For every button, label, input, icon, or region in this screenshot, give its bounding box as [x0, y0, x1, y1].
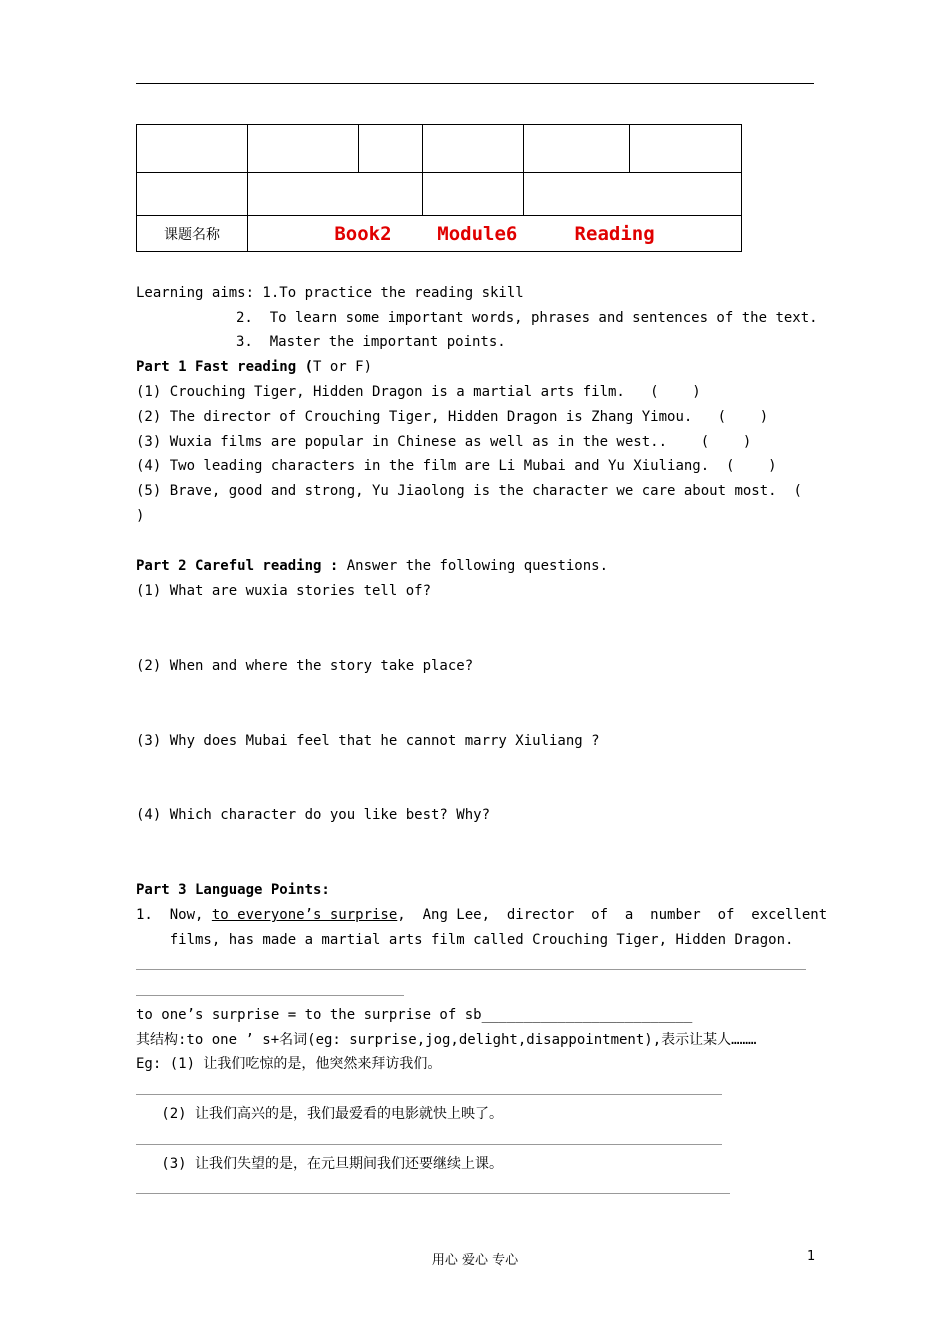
page-number: 1 [807, 1249, 816, 1264]
example-1: Eg: (1) 让我们吃惊的是，他突然来拜访我们。 [136, 1056, 442, 1072]
table-row [137, 125, 742, 173]
table-cell [524, 173, 742, 216]
table-cell [248, 173, 423, 216]
answer-line [136, 969, 806, 970]
answer-line [136, 1094, 722, 1095]
part2-heading-bold: Part 2 Careful reading : [136, 558, 339, 574]
part1-item: ) [136, 508, 145, 524]
answer-line [136, 1144, 722, 1145]
part3-item-1 [136, 905, 827, 925]
table-row [137, 216, 742, 252]
part1-heading [136, 357, 372, 377]
part2-question: (4) Which character do you like best? Why? [136, 807, 491, 823]
table-cell [423, 173, 524, 216]
part2-heading-rest: Answer the following questions. [338, 558, 609, 574]
aims-line-2: 2. To learn some important words, phrases and sentences of the text. [236, 310, 818, 326]
table-cell [248, 125, 359, 173]
example-3: (3) 让我们失望的是，在元旦期间我们还要继续上课。 [136, 1156, 503, 1172]
table-cell [359, 125, 423, 173]
topic-label: 课题名称 [137, 216, 248, 252]
footer-text: 用心 爱心 专心 [431, 1253, 519, 1268]
aims-line-3: 3. Master the important points. [236, 334, 506, 350]
part3-item-1-prefix: 1. Now, [136, 907, 212, 923]
info-table [136, 124, 742, 252]
table-cell [423, 125, 524, 173]
part3-item-1-line2: films, has made a martial arts film called Crouching Tiger, Hidden Dragon. [136, 932, 794, 948]
part1-item: (4) Two leading characters in the film are Li Mubai and Yu Xiuliang. ( ) [136, 458, 777, 474]
part1-heading-bold: Part 1 Fast reading ( [136, 359, 314, 375]
table-cell [524, 125, 630, 173]
structure-line: 其结构:to one ’ s+名词(eg: surprise,jog,delight,disappointment),表示让某人……… [136, 1032, 757, 1048]
topic-title: Book2 Module6 Reading [248, 216, 742, 252]
table-row [137, 173, 742, 216]
part3-heading: Part 3 Language Points: [136, 882, 330, 898]
table-cell [137, 173, 248, 216]
header-rule [136, 83, 814, 84]
phrase-line: to one’s surprise = to the surprise of sb_________________________ [136, 1007, 693, 1023]
part2-question: (3) Why does Mubai feel that he cannot marry Xiuliang ? [136, 733, 600, 749]
example-2: (2) 让我们高兴的是，我们最爱看的电影就快上映了。 [136, 1106, 503, 1122]
part3-item-1-rest: , Ang Lee, director of a number of excellent [397, 907, 828, 923]
part1-item: (1) Crouching Tiger, Hidden Dragon is a martial arts film. ( ) [136, 384, 701, 400]
answer-line [136, 1193, 730, 1194]
part2-question: (1) What are wuxia stories tell of? [136, 583, 432, 599]
part3-item-1-underlined: to everyone’s surprise [211, 907, 398, 923]
part2-question: (2) When and where the story take place? [136, 658, 474, 674]
part1-item: (5) Brave, good and strong, Yu Jiaolong is the character we care about most. ( [136, 483, 802, 499]
part1-item: (2) The director of Crouching Tiger, Hidden Dragon is Zhang Yimou. ( ) [136, 409, 769, 425]
answer-line [136, 995, 404, 996]
part1-heading-rest: T or F) [313, 359, 373, 375]
table-cell [137, 125, 248, 173]
part2-heading [136, 556, 608, 576]
table-cell [630, 125, 742, 173]
part1-item: (3) Wuxia films are popular in Chinese as well as in the west.. ( ) [136, 434, 752, 450]
aims-line-1: Learning aims: 1.To practice the reading skill [136, 285, 524, 301]
